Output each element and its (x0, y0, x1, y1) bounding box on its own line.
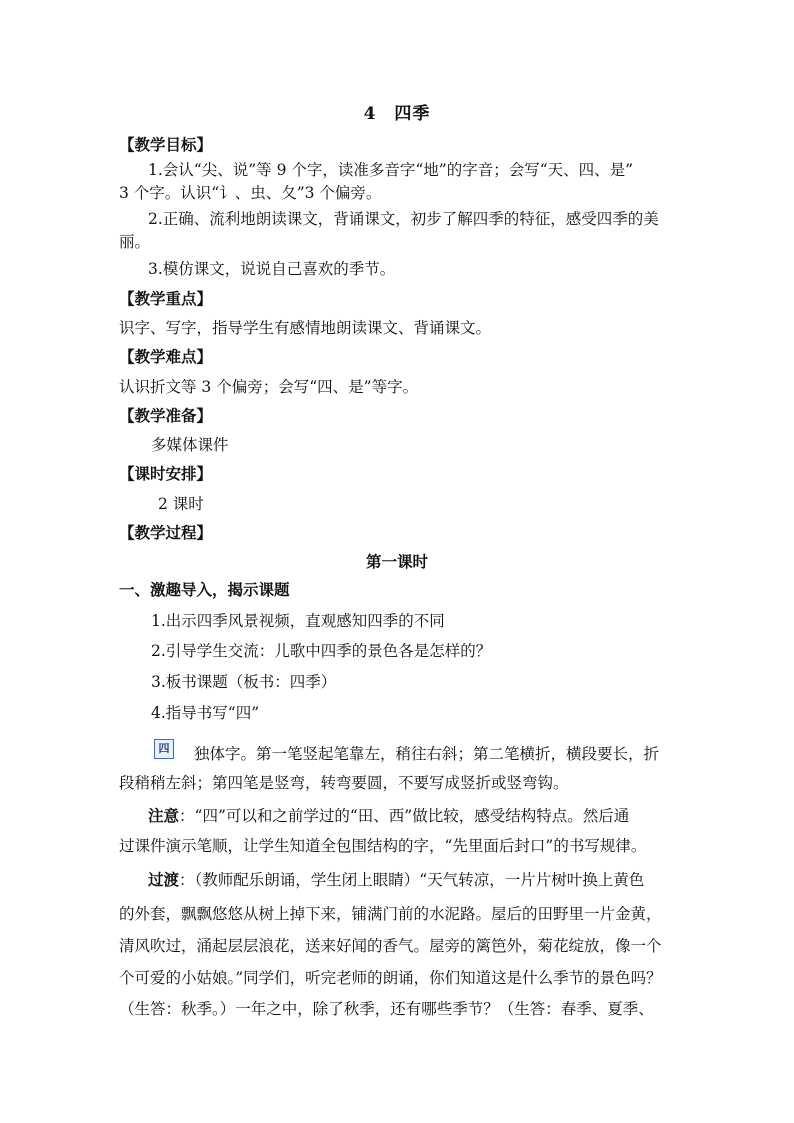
lesson-title: 第一课时 (365, 552, 428, 571)
transition-label: 过渡 (148, 870, 180, 889)
difficulty-text: 认识折文等 3 个偏旁；会写“四、是”等字。 (119, 378, 419, 396)
difficulty-heading: 【教学难点】 (119, 347, 213, 366)
char-desc-line-1: 独体字。第一笔竖起笔靠左，稍往右斜；第二笔横折，横段要长，折 (194, 745, 660, 763)
goal-line-1: 1.会认“尖、说”等 9 个字，读准多音字“地”的字音；会写“天、四、是” (148, 161, 634, 179)
transition-line-5: （生答：秋季。）一年之中，除了秋季，还有哪些季节？（生答：春季、夏季、 (119, 1000, 654, 1018)
note-line-2: 过课件演示笔顺，让学生知道全包围结构的字，“先里面后封口”的书写规律。 (119, 837, 647, 855)
goal-line-5: 3.模仿课文，说说自己喜欢的季节。 (148, 260, 396, 278)
character-icon: 四 (154, 739, 174, 759)
prep-heading: 【教学准备】 (119, 406, 213, 425)
note-text-1: ：“四”可以和之前学过的“田、西”做比较，感受结构特点。然后通 (179, 807, 630, 825)
note-line-1 (148, 806, 629, 826)
focus-heading: 【教学重点】 (119, 289, 213, 308)
schedule-heading: 【课时安排】 (119, 464, 213, 483)
transition-line-3: 清风吹过，涌起层层浪花，送来好闻的香气。屋旁的篱笆外，菊花绽放，像一个 (119, 937, 662, 955)
page-title: 4 四季 (363, 104, 431, 124)
goals-heading: 【教学目标】 (119, 135, 213, 154)
transition-line-4: 个可爱的小姑娘。”同学们，听完老师的朗诵，你们知道这是什么季节的景色吗？ (119, 969, 662, 987)
goal-line-3: 2.正确、流利地朗读课文，背诵课文，初步了解四季的特征，感受四季的美 (148, 210, 659, 228)
transition-text-1: ：（教师配乐朗诵，学生闭上眼睛）“天气转凉，一片片树叶换上黄色 (179, 871, 645, 889)
part1-item-2: 2.引导学生交流：儿歌中四季的景色各是怎样的？ (151, 642, 492, 660)
note-label: 注意 (148, 806, 180, 825)
part1-item-3: 3.板书课题（板书：四季） (151, 673, 337, 691)
prep-text: 多媒体课件 (151, 436, 229, 454)
goal-line-2: 3 个字。认识“讠、虫、夂”3 个偏旁。 (119, 184, 382, 202)
process-heading: 【教学过程】 (119, 523, 213, 542)
focus-text: 识字、写字，指导学生有感情地朗读课文、背诵课文。 (119, 319, 492, 337)
part1-heading: 一、激趣导入，揭示课题 (119, 580, 290, 599)
goal-line-4: 丽。 (119, 233, 151, 251)
schedule-text: 2 课时 (158, 495, 204, 513)
transition-line-2: 的外套，飘飘悠悠从树上掉下来，铺满门前的水泥路。屋后的田野里一片金黄， (119, 905, 662, 923)
part1-item-4: 4.指导书写“四” (151, 704, 260, 722)
part1-item-1: 1.出示四季风景视频，直观感知四季的不同 (151, 612, 445, 630)
char-desc-line-2: 段稍稍左斜；第四笔是竖弯，转弯要圆，不要写成竖折或竖弯钩。 (119, 774, 569, 792)
transition-line-1 (148, 870, 644, 890)
